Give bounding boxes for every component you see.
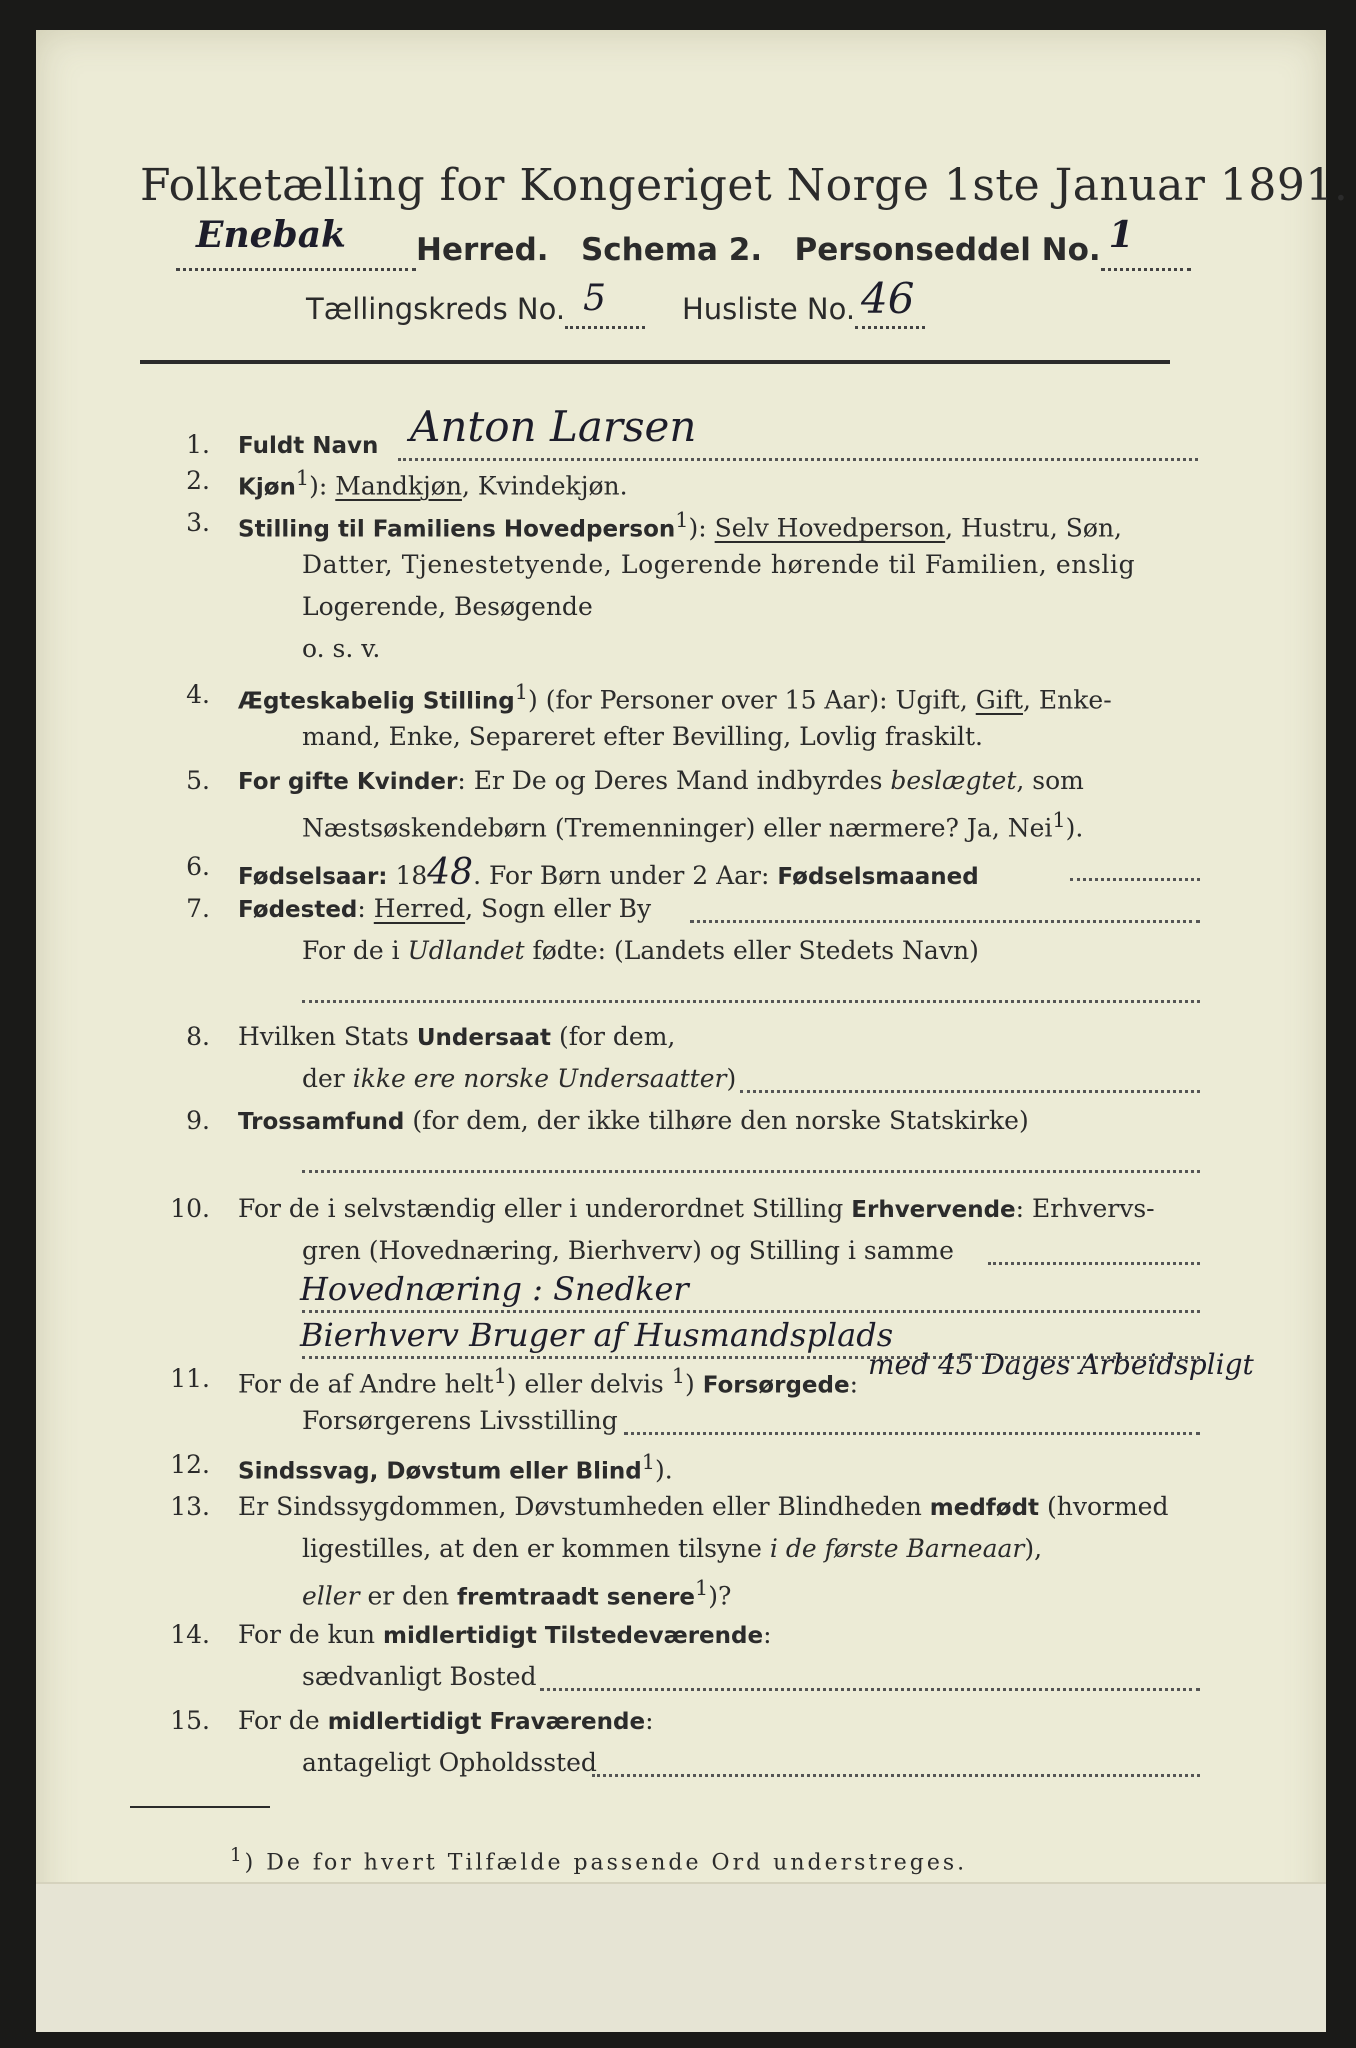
q1-name-value: Anton Larsen bbox=[410, 402, 697, 451]
q4-selected-option: Gift bbox=[975, 685, 1023, 715]
q7-number: 7. bbox=[186, 894, 210, 923]
q10-row: For de i selvstændig eller i underordnet Stilling Erhvervende: Erhvervs- bbox=[238, 1194, 1155, 1223]
q15-line2: antageligt Opholdssted bbox=[302, 1748, 597, 1777]
q13-row: Er Sindssygdommen, Døvstumheden eller Blindheden medfødt (hvormed bbox=[238, 1492, 1169, 1521]
header-row-kreds bbox=[306, 274, 925, 329]
q8-line bbox=[740, 1090, 1200, 1093]
q2-row: Kjøn$^1$): Mandkjøn, Kvindekjøn. bbox=[238, 466, 628, 501]
q3-selected-option: Selv Hovedperson bbox=[714, 513, 946, 543]
personseddel-field bbox=[1101, 214, 1191, 271]
q10-occupation-main: Hovednæring : Snedker bbox=[300, 1270, 689, 1308]
herred-field bbox=[176, 214, 416, 271]
q10-line-b bbox=[302, 1310, 1200, 1313]
q13-line2: ligestilles, at den er kommen tilsyne i de første Barneaar), bbox=[302, 1534, 1043, 1563]
kreds-value: 5 bbox=[583, 278, 606, 319]
q15-number: 15. bbox=[170, 1706, 210, 1735]
q14-row: For de kun midlertidigt Tilstedeværende: bbox=[238, 1620, 772, 1649]
q10-occupation-secondary: Bierhverv Bruger af Husmandsplads bbox=[300, 1316, 894, 1354]
q4-number: 4. bbox=[186, 680, 210, 709]
q7-line3 bbox=[302, 1000, 1200, 1003]
q5-line2: Næstsøskendebørn (Tremenninger) eller nærmere? Ja, Nei$^1$). bbox=[302, 808, 1084, 843]
header-row-herred bbox=[176, 214, 1191, 271]
q5-row: For gifte Kvinder: Er De og Deres Mand indbyrdes beslægtet, som bbox=[238, 766, 1084, 795]
q8-number: 8. bbox=[186, 1022, 210, 1051]
q6-row: Fødselsaar: 1848. For Børn under 2 Aar: Fødselsmaaned bbox=[238, 852, 979, 893]
form-title: Folketælling for Kongeriget Norge 1ste Januar 1891. bbox=[140, 160, 1349, 211]
q10-line2: gren (Hovednæring, Bierhverv) og Stilling i samme bbox=[302, 1236, 954, 1265]
footnote: $^1$) De for hvert Tilfælde passende Ord understreges. bbox=[230, 1845, 968, 1876]
q12-number: 12. bbox=[170, 1450, 210, 1479]
husliste-field bbox=[855, 274, 925, 329]
q11-line bbox=[624, 1432, 1200, 1435]
q2-selected-option: Mandkjøn bbox=[335, 471, 462, 501]
personseddel-value: 1 bbox=[1108, 214, 1134, 256]
q7-line2: For de i Udlandet fødte: (Landets eller Stedets Navn) bbox=[302, 936, 979, 965]
q6-line bbox=[1070, 878, 1200, 881]
herred-label: Herred. bbox=[416, 232, 549, 268]
q9-number: 9. bbox=[186, 1106, 210, 1135]
q1-number: 1. bbox=[186, 430, 210, 459]
census-form-sheet bbox=[36, 30, 1349, 2030]
q14-line bbox=[540, 1688, 1200, 1691]
q12-row: Sindssvag, Døvstum eller Blind$^1$). bbox=[238, 1450, 673, 1485]
q4-line2: mand, Enke, Separeret efter Bevilling, Lovlig fraskilt. bbox=[302, 722, 983, 751]
schema-label: Schema 2. bbox=[580, 232, 763, 268]
q13-number: 13. bbox=[170, 1492, 210, 1521]
q1-line bbox=[398, 458, 1198, 461]
q11-number: 11. bbox=[170, 1364, 210, 1393]
q4-row: Ægteskabelig Stilling$^1$) (for Personer over 15 Aar): Ugift, Gift, Enke- bbox=[238, 680, 1112, 715]
q15-row: For de midlertidigt Fraværende: bbox=[238, 1706, 654, 1735]
header-rule bbox=[140, 360, 1170, 364]
q3-line2: Datter, Tjenestetyende, Logerende hørende til Familien, enslig bbox=[302, 550, 1136, 579]
paper-bottom-strip bbox=[36, 1882, 1326, 2032]
q14-number: 14. bbox=[170, 1620, 210, 1649]
kreds-label: Tællingskreds No. bbox=[306, 292, 566, 326]
husliste-value: 46 bbox=[861, 274, 915, 323]
q3-number: 3. bbox=[186, 508, 210, 537]
q8-line2: der ikke ere norske Undersaatter) bbox=[302, 1064, 737, 1093]
q1-label: Fuldt Navn bbox=[238, 433, 379, 459]
herred-value: Enebak bbox=[196, 214, 346, 256]
kreds-field bbox=[565, 278, 645, 329]
q2-number: 2. bbox=[186, 466, 210, 495]
q10-occupation-note: med 45 Dages Arbeidspligt bbox=[868, 1348, 1254, 1381]
q6-number: 6. bbox=[186, 852, 210, 881]
q14-line2: sædvanligt Bosted bbox=[302, 1662, 537, 1691]
q7-row: Fødested: Herred, Sogn eller By bbox=[238, 894, 652, 923]
q1-row bbox=[238, 430, 378, 459]
q15-line bbox=[592, 1774, 1200, 1777]
q7-selected-option: Herred bbox=[373, 894, 466, 923]
q7-line bbox=[690, 920, 1200, 923]
q9-row: Trossamfund (for dem, der ikke tilhøre den norske Statskirke) bbox=[238, 1106, 1029, 1135]
q9-line bbox=[302, 1170, 1200, 1173]
q10-number: 10. bbox=[170, 1194, 210, 1223]
q3-line3: Logerende, Besøgende bbox=[302, 592, 593, 621]
personseddel-label: Personseddel No. bbox=[794, 232, 1101, 268]
q5-number: 5. bbox=[186, 766, 210, 795]
q11-line2: Forsørgerens Livsstilling bbox=[302, 1406, 618, 1435]
q10-line-a bbox=[988, 1262, 1200, 1265]
q11-row: For de af Andre helt$^1$) eller delvis $^1$) Forsørgede: bbox=[238, 1364, 859, 1399]
q3-line4: o. s. v. bbox=[302, 634, 381, 663]
q13-line3: eller er den fremtraadt senere$^1$)? bbox=[302, 1576, 732, 1611]
q8-row: Hvilken Stats Undersaat (for dem, bbox=[238, 1022, 676, 1051]
q6-year-value: 48 bbox=[427, 852, 474, 893]
husliste-label: Husliste No. bbox=[681, 292, 856, 326]
q3-row: Stilling til Familiens Hovedperson$^1$): Selv Hovedperson, Hustru, Søn, bbox=[238, 508, 1122, 543]
footnote-rule bbox=[130, 1806, 270, 1808]
